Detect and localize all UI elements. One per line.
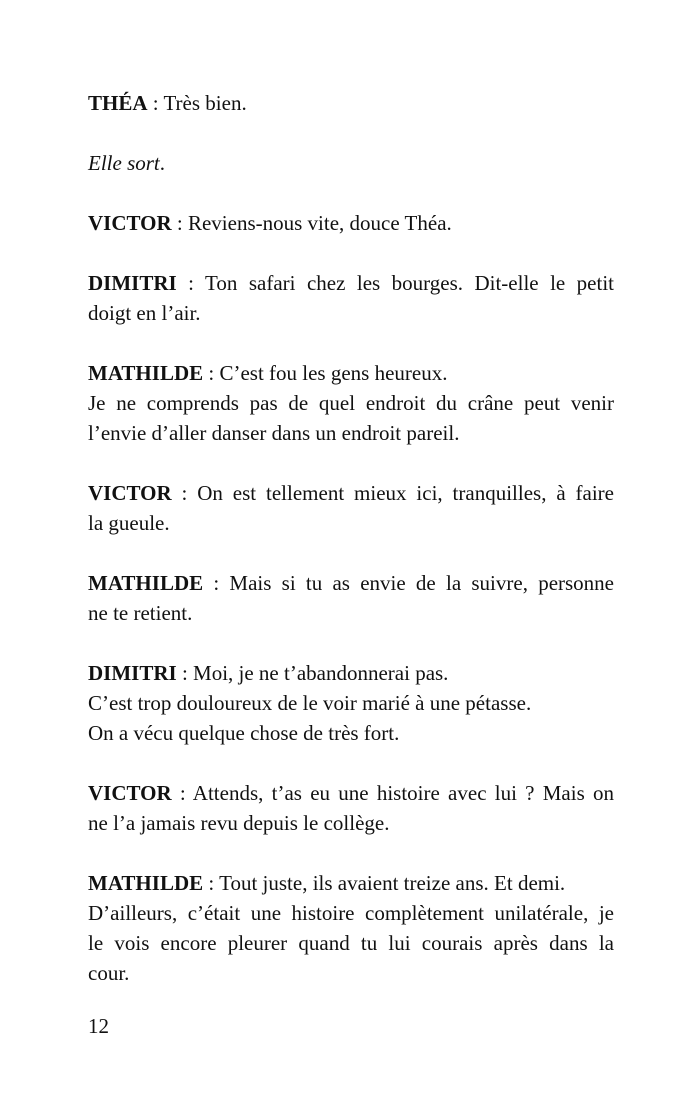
stage-direction: Elle sort. bbox=[88, 151, 165, 175]
speaker-name: MATHILDE bbox=[88, 361, 204, 385]
dialogue-victor-2 bbox=[88, 478, 614, 538]
dialogue-text: : C’est fou les gens heureux. bbox=[203, 361, 448, 385]
dialogue-text: l’envie d’aller danser dans un endroit pareil. bbox=[88, 421, 460, 445]
dialogue-text: : Mais si tu as envie de la suivre, personne bbox=[203, 571, 614, 595]
dialogue-text: : Moi, je ne t’abandonnerai pas. bbox=[176, 661, 449, 685]
dialogue-thea-1 bbox=[88, 88, 614, 118]
dialogue-victor-3 bbox=[88, 778, 614, 838]
dialogue-dimitri-1 bbox=[88, 268, 614, 328]
dialogue-text: : Ton safari chez les bourges. Dit-elle le petit bbox=[176, 271, 614, 295]
dialogue-text: D’ailleurs, c’était une histoire complètement unilatérale, je bbox=[88, 901, 614, 925]
dialogue-text: cour. bbox=[88, 961, 130, 985]
dialogue-text: : Reviens-nous vite, douce Théa. bbox=[171, 211, 452, 235]
dialogue-victor-1 bbox=[88, 208, 614, 238]
page-number: 12 bbox=[88, 1014, 109, 1038]
stage-direction-text: Elle sort bbox=[88, 151, 160, 175]
speaker-name: DIMITRI bbox=[88, 271, 177, 295]
speaker-name: VICTOR bbox=[88, 781, 172, 805]
dialogue-mathilde-2 bbox=[88, 568, 614, 628]
dialogue-text: C’est trop douloureux de le voir marié à une pétasse. bbox=[88, 691, 532, 715]
speaker-name: DIMITRI bbox=[88, 661, 177, 685]
dialogue-text: : On est tellement mieux ici, tranquilles, à faire bbox=[171, 481, 614, 505]
dialogue-text: ne te retient. bbox=[88, 601, 193, 625]
dialogue-text: le vois encore pleurer quand tu lui courais après dans la bbox=[88, 931, 614, 955]
dialogue-mathilde-1 bbox=[88, 358, 614, 448]
dialogue-text: ne l’a jamais revu depuis le collège. bbox=[88, 811, 390, 835]
dialogue-text: Je ne comprends pas de quel endroit du crâne peut venir bbox=[88, 391, 614, 415]
dialogue-text: : Très bien. bbox=[147, 91, 247, 115]
speaker-name: THÉA bbox=[88, 91, 148, 115]
speaker-name: VICTOR bbox=[88, 211, 172, 235]
dialogue-text: : Tout juste, ils avaient treize ans. Et demi. bbox=[203, 871, 566, 895]
dialogue-text: doigt en l’air. bbox=[88, 301, 201, 325]
dialogue-text: la gueule. bbox=[88, 511, 170, 535]
dialogue-text: On a vécu quelque chose de très fort. bbox=[88, 721, 400, 745]
dialogue-mathilde-3 bbox=[88, 868, 614, 988]
dialogue-text: : Attends, t’as eu une histoire avec lui ? Mais on bbox=[171, 781, 614, 805]
script-page bbox=[88, 88, 614, 1018]
speaker-name: MATHILDE bbox=[88, 571, 204, 595]
speaker-name: VICTOR bbox=[88, 481, 172, 505]
dialogue-dimitri-2 bbox=[88, 658, 614, 748]
speaker-name: MATHILDE bbox=[88, 871, 204, 895]
